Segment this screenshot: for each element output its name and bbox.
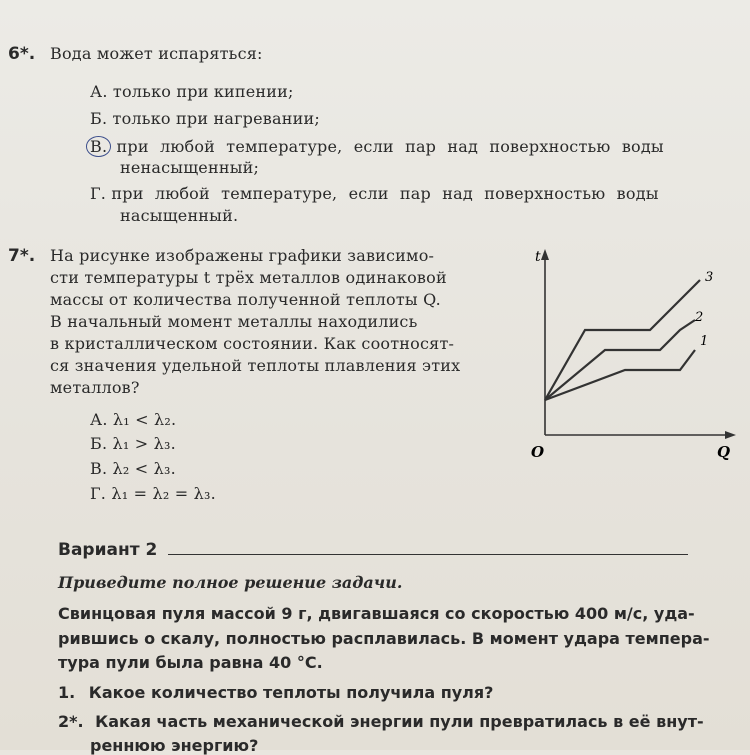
problem-line-2: рившись о скалу, полностью расплавилась. В момент удара темпера-	[58, 629, 710, 648]
temperature-heat-graph	[505, 245, 740, 465]
q7-number: 7*.	[8, 246, 36, 266]
question-number: 1.	[58, 683, 76, 702]
option-letter: А.	[90, 82, 108, 101]
variant-underline	[168, 554, 688, 555]
y-axis-label: t	[535, 249, 541, 265]
option-text: при любой температуре, если пар над поверхностью воды	[111, 184, 659, 203]
q6-option-c-cont: ненасыщенный;	[120, 158, 260, 177]
variant-question-1	[58, 683, 493, 702]
q7-line-4: В начальный момент металлы находились	[50, 312, 418, 331]
problem-line-3: тура пули была равна 40 °C.	[58, 653, 323, 672]
curve-1-label: 1	[700, 334, 709, 349]
q6-number: 6*.	[8, 44, 36, 64]
x-axis-label: Q	[717, 443, 731, 461]
q7-line-6: ся значения удельной теплоты плавления этих	[50, 356, 461, 375]
curve-3-label: 3	[705, 270, 714, 285]
variant-question-2	[58, 712, 704, 731]
q7-option-c: В. λ₂ < λ₃.	[90, 459, 176, 478]
curve-1	[545, 350, 695, 400]
problem-line-1: Свинцовая пуля массой 9 г, двигавшаяся со скоростью 400 м/с, уда-	[58, 604, 695, 623]
q7-line-7: металлов?	[50, 378, 140, 397]
q6-option-b	[90, 109, 320, 128]
q7-option-d: Г. λ₁ = λ₂ = λ₃.	[90, 484, 216, 503]
q6-question: Вода может испаряться:	[50, 44, 263, 63]
x-axis-arrow-icon	[725, 431, 736, 439]
q7-option-a: А. λ₁ < λ₂.	[90, 410, 177, 429]
question-text: Какая часть механической энергии пули превратилась в её внут-	[95, 712, 704, 731]
q7-line-5: в кристаллическом состоянии. Как соотносят-	[50, 334, 455, 353]
q6-option-d-cont: насыщенный.	[120, 206, 239, 225]
option-letter: Б.	[90, 109, 108, 128]
q6-option-c	[90, 136, 735, 157]
option-text: только при нагревании;	[112, 109, 320, 128]
origin-label: O	[531, 443, 545, 461]
question-text: Какое количество теплоты получила пуля?	[88, 683, 494, 702]
q6-option-d	[90, 184, 659, 203]
variant-question-2-cont: реннюю энергию?	[90, 736, 259, 755]
q7-line-2: сти температуры t трёх металлов одинаковой	[50, 268, 447, 287]
variant-instruction: Приведите полное решение задачи.	[58, 573, 403, 592]
option-text: только при кипении;	[112, 82, 294, 101]
variant-title: Вариант 2	[58, 540, 158, 560]
q7-line-3: массы от количества полученной теплоты Q.	[50, 290, 441, 309]
selected-answer-circle: В.	[86, 136, 111, 157]
option-letter: Г.	[90, 184, 107, 203]
question-number: 2*.	[58, 712, 84, 731]
option-text: при любой температуре, если пар над поверхностью воды	[116, 137, 664, 156]
curve-2-label: 2	[695, 310, 704, 325]
q7-option-b: Б. λ₁ > λ₃.	[90, 434, 176, 453]
y-axis-arrow-icon	[541, 249, 549, 260]
q7-line-1: На рисунке изображены графики зависимо-	[50, 246, 435, 265]
q6-option-a	[90, 82, 294, 101]
